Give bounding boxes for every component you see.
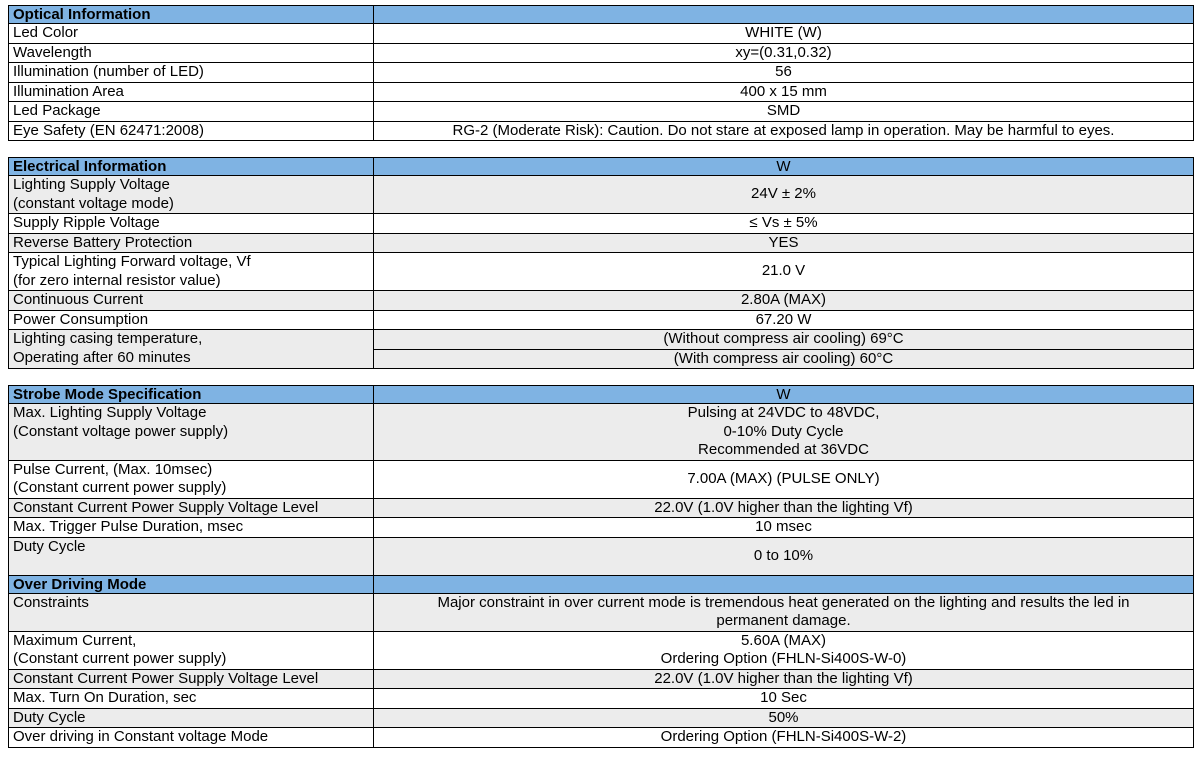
table-row (9, 631, 1194, 669)
table-row (9, 214, 1194, 234)
row-label: Led Color (9, 24, 374, 44)
row-value: YES (374, 233, 1194, 253)
row-value: ≤ Vs ± 5% (374, 214, 1194, 234)
overdrive-header (9, 575, 1194, 593)
row-label (9, 631, 374, 669)
optical-table (8, 5, 1194, 141)
table-row (9, 253, 1194, 291)
overdrive-header-value (374, 575, 1194, 593)
strobe-header-value: W (374, 386, 1194, 404)
row-label (9, 330, 374, 369)
row-label: Duty Cycle (9, 708, 374, 728)
row-value-line: Major constraint in over current mode is tremendous heat generated on the lighting and results the led in (437, 593, 1130, 611)
row-label-line: Pulse Current, (Max. 10msec) (13, 460, 213, 478)
row-label: Wavelength (9, 43, 374, 63)
row-label-line: (Constant current power supply) (13, 650, 227, 667)
row-label (9, 460, 374, 498)
row-label: Constant Current Power Supply Voltage Level (9, 498, 374, 518)
row-label: Max. Turn On Duration, sec (9, 689, 374, 709)
row-value: 22.0V (1.0V higher than the lighting Vf) (374, 498, 1194, 518)
table-row (9, 310, 1194, 330)
row-value: (Without compress air cooling) 69°C (374, 330, 1194, 350)
row-label: Duty Cycle (9, 537, 374, 575)
row-label-line: Lighting Supply Voltage (13, 176, 170, 193)
row-value-line: 0-10% Duty Cycle (723, 422, 844, 440)
row-label: Illumination Area (9, 82, 374, 102)
row-value: xy=(0.31,0.32) (374, 43, 1194, 63)
row-value-line: Pulsing at 24VDC to 48VDC, (687, 404, 880, 421)
row-value: 67.20 W (374, 310, 1194, 330)
row-value: 22.0V (1.0V higher than the lighting Vf) (374, 669, 1194, 689)
row-label: Led Package (9, 102, 374, 122)
table-row (9, 82, 1194, 102)
table-row (9, 24, 1194, 44)
row-value-line: permanent damage. (716, 612, 851, 629)
row-label-line: (Constant current power supply) (13, 479, 227, 496)
row-value (374, 404, 1194, 461)
row-value: 56 (374, 63, 1194, 83)
strobe-header (9, 386, 1194, 404)
row-label (9, 404, 374, 461)
row-label (9, 176, 374, 214)
row-value: 10 Sec (374, 689, 1194, 709)
table-row (9, 498, 1194, 518)
table-row (9, 669, 1194, 689)
row-value: 24V ± 2% (374, 176, 1194, 214)
table-row (9, 233, 1194, 253)
row-value (374, 593, 1194, 631)
optical-header (9, 6, 1194, 24)
row-label-line: Operating after 60 minutes (13, 348, 191, 366)
row-label: Over driving in Constant voltage Mode (9, 728, 374, 748)
row-value: 21.0 V (374, 253, 1194, 291)
row-value: 400 x 15 mm (374, 82, 1194, 102)
electrical-header (9, 158, 1194, 176)
row-label-line: Lighting casing temperature, (13, 330, 203, 347)
row-value: Ordering Option (FHLN-Si400S-W-2) (374, 728, 1194, 748)
strobe-table (8, 385, 1194, 748)
row-label: Continuous Current (9, 291, 374, 311)
row-label: Supply Ripple Voltage (9, 214, 374, 234)
row-value: RG-2 (Moderate Risk): Caution. Do not stare at exposed lamp in operation. May be harmful to eyes. (374, 121, 1194, 141)
electrical-table (8, 157, 1194, 369)
row-value-line: 5.60A (MAX) (740, 631, 827, 649)
row-value-line: Ordering Option (FHLN-Si400S-W-0) (660, 650, 907, 667)
row-value: 2.80A (MAX) (374, 291, 1194, 311)
row-value (374, 631, 1194, 669)
section-gap (8, 141, 1193, 157)
table-row (9, 708, 1194, 728)
table-row (9, 689, 1194, 709)
row-label (9, 253, 374, 291)
table-row (9, 537, 1194, 575)
table-row (9, 518, 1194, 538)
table-row (9, 330, 1194, 350)
table-row (9, 121, 1194, 141)
table-row (9, 404, 1194, 461)
section-gap (8, 369, 1193, 385)
row-label-line: (for zero internal resistor value) (13, 271, 221, 289)
row-label: Constant Current Power Supply Voltage Level (9, 669, 374, 689)
row-label: Illumination (number of LED) (9, 63, 374, 83)
row-value: WHITE (W) (374, 24, 1194, 44)
electrical-title: Electrical Information (9, 158, 374, 176)
table-row (9, 291, 1194, 311)
row-label-line: (constant voltage mode) (13, 194, 174, 212)
table-row (9, 176, 1194, 214)
row-label-line: Maximum Current, (13, 631, 137, 649)
row-value: 50% (374, 708, 1194, 728)
row-value: SMD (374, 102, 1194, 122)
row-label: Power Consumption (9, 310, 374, 330)
row-label: Max. Trigger Pulse Duration, msec (9, 518, 374, 538)
row-value: 0 to 10% (374, 537, 1194, 575)
table-row (9, 593, 1194, 631)
row-label-line: Max. Lighting Supply Voltage (13, 404, 207, 421)
row-value: (With compress air cooling) 60°C (374, 349, 1194, 369)
row-value: 7.00A (MAX) (PULSE ONLY) (374, 460, 1194, 498)
optical-header-value (374, 6, 1194, 24)
table-row (9, 63, 1194, 83)
table-row (9, 102, 1194, 122)
overdrive-title: Over Driving Mode (9, 575, 374, 593)
electrical-header-value: W (374, 158, 1194, 176)
row-label: Constraints (9, 593, 374, 631)
row-label-line: (Constant voltage power supply) (13, 422, 229, 440)
row-label: Eye Safety (EN 62471:2008) (9, 121, 374, 141)
table-row (9, 43, 1194, 63)
row-label: Reverse Battery Protection (9, 233, 374, 253)
row-value: 10 msec (374, 518, 1194, 538)
table-row (9, 728, 1194, 748)
row-value-line: Recommended at 36VDC (698, 441, 869, 458)
strobe-title: Strobe Mode Specification (9, 386, 374, 404)
row-label-line: Typical Lighting Forward voltage, Vf (13, 253, 251, 270)
table-row (9, 460, 1194, 498)
optical-title: Optical Information (9, 6, 374, 24)
